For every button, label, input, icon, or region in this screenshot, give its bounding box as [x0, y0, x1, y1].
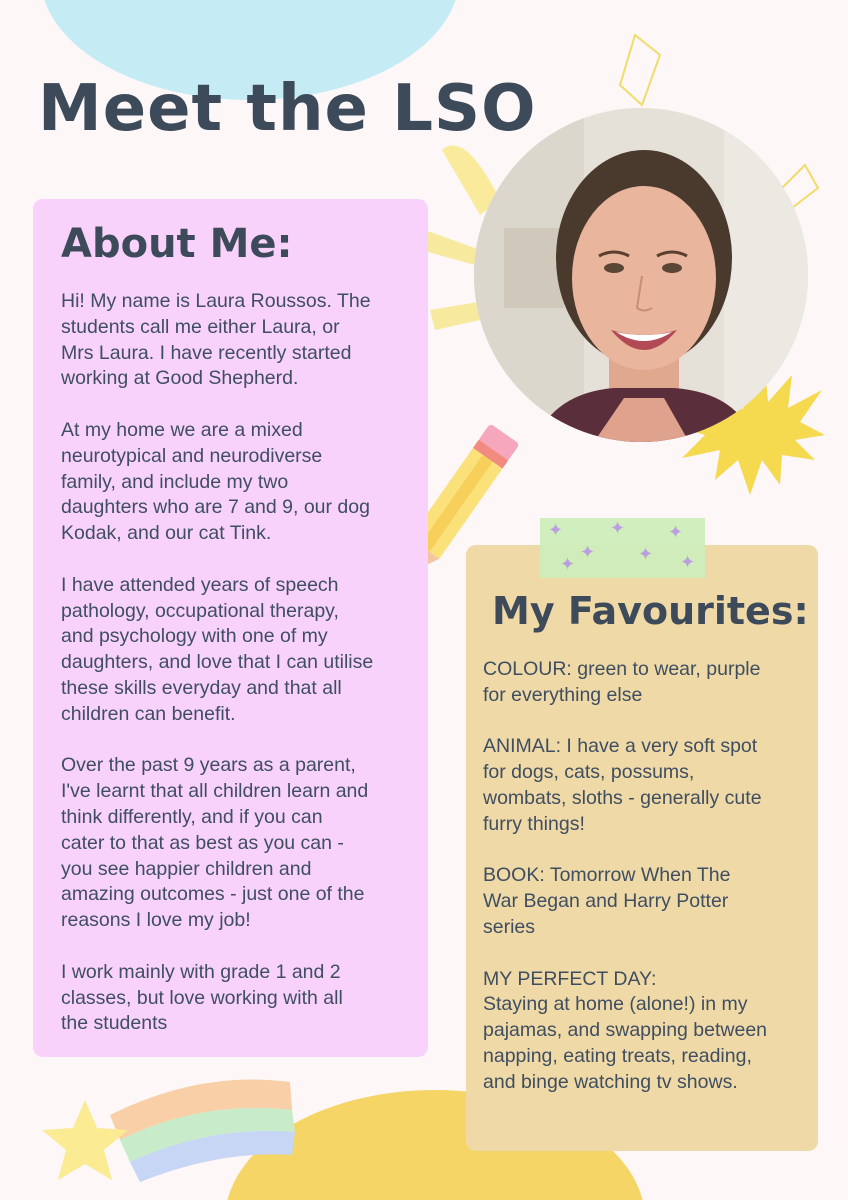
favourite-item: MY PERFECT DAY: Staying at home (alone!) in my pajamas, and swapping between napping, eating treats, reading, and binge watching tv shows. — [483, 967, 768, 1093]
star-pattern-icon: ✦ — [668, 522, 684, 543]
favourite-item: ANIMAL: I have a very soft spot for dogs, cats, possums, wombats, sloths - generally cute furry things! — [483, 735, 762, 835]
about-me-heading: About Me: — [61, 221, 293, 267]
star-pattern-icon: ✦ — [580, 542, 596, 563]
favourites-text — [483, 657, 813, 1096]
about-me-card — [33, 199, 428, 1057]
portrait-image — [474, 108, 808, 442]
star-pattern-icon: ✦ — [548, 520, 564, 541]
about-me-text — [61, 289, 413, 1037]
favourite-item: COLOUR: green to wear, purple for everything else — [483, 658, 761, 706]
about-paragraph: I work mainly with grade 1 and 2 classes, but love working with all the students — [61, 960, 343, 1035]
star-pattern-icon: ✦ — [638, 544, 654, 565]
profile-photo — [474, 108, 808, 442]
about-paragraph: Hi! My name is Laura Roussos. The students call me either Laura, or Mrs Laura. I have recently started working at Good Shepherd. — [61, 290, 371, 390]
washi-tape — [540, 518, 705, 578]
star-icon — [42, 1100, 128, 1180]
star-pattern-icon: ✦ — [610, 518, 626, 539]
page-title: Meet the LSO — [38, 72, 537, 146]
favourites-card — [466, 545, 818, 1151]
about-paragraph: Over the past 9 years as a parent, I've learnt that all children learn and think differently, and if you can cater to that as best as you can - you see happier children and amazing outcomes - just one of the reasons I love my job! — [61, 754, 369, 932]
about-paragraph: I have attended years of speech pathology, occupational therapy, and psychology with one of my daughters, and love that I can utilise these skills everyday and that all children can benefit. — [61, 573, 374, 725]
star-pattern-icon: ✦ — [680, 552, 696, 573]
rainbow-icon — [30, 1070, 310, 1200]
favourites-heading: My Favourites: — [492, 589, 809, 633]
favourite-item: BOOK: Tomorrow When The War Began and Harry Potter series — [483, 864, 731, 938]
star-pattern-icon: ✦ — [560, 554, 576, 575]
about-paragraph: At my home we are a mixed neurotypical and neurodiverse family, and include my two daughters who are 7 and 9, our dog Kodak, and our cat Tink. — [61, 418, 370, 545]
